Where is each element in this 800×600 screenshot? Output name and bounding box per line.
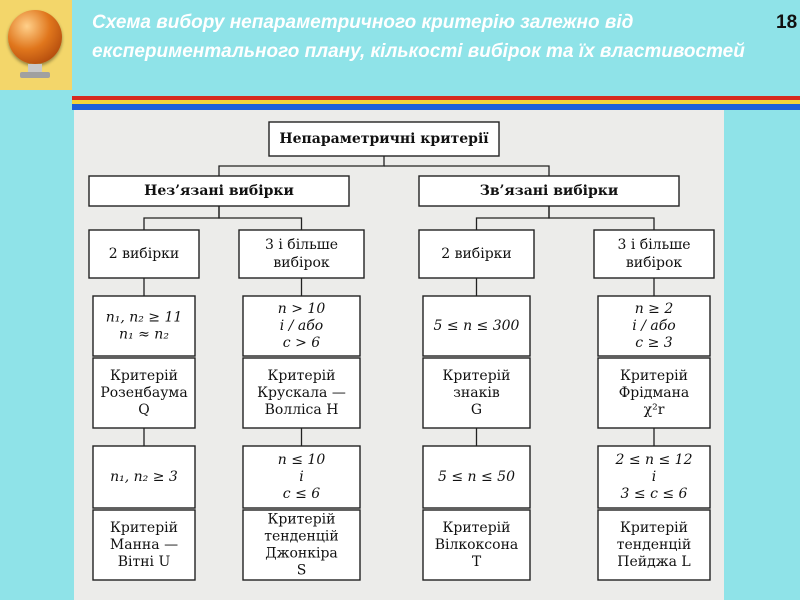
criterion-text: Крускала — — [257, 385, 346, 401]
group-label: 3 і більше — [264, 237, 339, 253]
criterion-text: Пейджа L — [617, 554, 691, 570]
criterion-text: Манна — — [109, 537, 179, 553]
connector-branch-group — [477, 206, 550, 230]
logo — [0, 0, 72, 90]
condition-text: і — [651, 469, 657, 485]
group-label: вибірок — [625, 255, 683, 271]
condition-text: n₁, n₂ ≥ 11 — [105, 309, 183, 326]
criterion-text: Критерій — [620, 368, 688, 384]
criterion-text: Критерій — [442, 368, 511, 384]
criterion-text: Q — [138, 402, 150, 418]
criterion-text: Критерій — [110, 520, 178, 536]
connector-branch-group — [144, 206, 219, 230]
connector-branch-group — [219, 206, 302, 230]
group-label: 2 вибірки — [108, 246, 180, 262]
condition-text: n ≥ 2 — [634, 301, 674, 317]
criterion-text: T — [471, 554, 482, 570]
connector-root-right — [384, 166, 549, 176]
criteria-flowchart — [74, 110, 724, 600]
criterion-text: Критерій — [267, 511, 336, 528]
criterion-text: знаків — [453, 385, 500, 401]
globe-icon — [8, 10, 62, 64]
criterion-text: Вітні U — [117, 554, 171, 570]
branch-label: Нез’язані вибірки — [144, 183, 294, 199]
group-label: 3 і більше — [617, 237, 691, 253]
criterion-text: тенденцій — [616, 537, 692, 553]
root-label: Непараметричні критерії — [279, 131, 489, 147]
criterion-text: Критерій — [620, 520, 688, 536]
condition-text: c ≥ 3 — [635, 335, 673, 351]
page-number: 18 — [776, 12, 798, 33]
condition-text: і — [299, 469, 304, 485]
condition-text: і / або — [279, 318, 324, 334]
globe-base — [20, 72, 50, 78]
condition-text: 2 ≤ n ≤ 12 — [615, 452, 693, 468]
criterion-text: χ²r — [643, 402, 665, 418]
criterion-text: S — [296, 562, 307, 579]
condition-text: n ≤ 10 — [277, 452, 326, 468]
scanned-diagram — [74, 110, 724, 600]
connector-root-left — [219, 156, 384, 176]
criterion-text: тенденцій — [264, 528, 339, 545]
criterion-text: Джонкіра — [265, 545, 338, 562]
slide-title: Схема вибору непараметричного критерію залежно від експериментального плану, кількості вибірок та їх властивостей — [92, 12, 745, 62]
criterion-text: G — [470, 402, 483, 418]
criterion-text: Розенбаума — [100, 385, 188, 401]
condition-text: 5 ≤ n ≤ 300 — [433, 318, 520, 334]
criterion-text: Критерій — [110, 368, 178, 384]
connector-branch-group — [549, 206, 654, 230]
condition-text: і / або — [632, 318, 676, 334]
condition-text: c ≤ 6 — [282, 486, 321, 502]
criterion-text: Вілкоксона — [434, 537, 519, 553]
criterion-text: Волліса H — [264, 402, 339, 418]
condition-text: n₁ ≈ n₂ — [119, 326, 169, 343]
condition-text: 5 ≤ n ≤ 50 — [438, 469, 515, 485]
criterion-text: Критерій — [267, 368, 336, 384]
criterion-text: Фрідмана — [618, 385, 690, 401]
group-label: 2 вибірки — [441, 246, 512, 262]
condition-text: c > 6 — [282, 335, 321, 351]
criterion-text: Критерій — [442, 520, 511, 536]
condition-text: n > 10 — [277, 301, 326, 317]
condition-text: n₁, n₂ ≥ 3 — [110, 469, 178, 485]
group-label: вибірок — [273, 255, 330, 271]
branch-label: Зв’язані вибірки — [479, 183, 619, 199]
globe-stand — [28, 64, 42, 72]
condition-text: 3 ≤ c ≤ 6 — [620, 486, 688, 502]
